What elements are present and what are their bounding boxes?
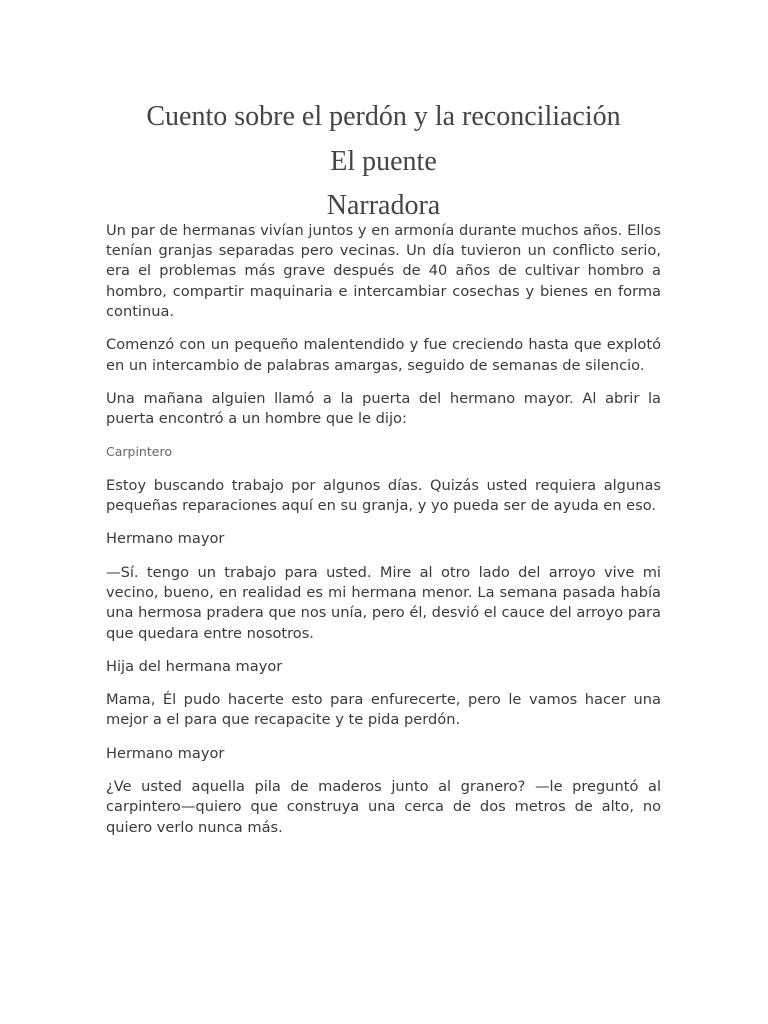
paragraph: Comenzó con un pequeño malentendido y fue creciendo hasta que explotó en un intercambio de palabras amargas, seguido de semanas de silencio.: [106, 336, 661, 374]
section-heading: Narradora: [326, 190, 441, 222]
paragraph: Un par de hermanas vivían juntos y en armonía durante muchos años. Ellos tenían granjas separadas pero vecinas. Un día tuvieron un conflicto serio, era el problemas más grave después de 40 años de cultivar hombro a hombro, compartir maquinaria e intercambiar cosechas y bienes en forma continua.: [106, 221, 661, 320]
speaker-label: Carpintero: [106, 444, 172, 460]
document-title: Cuento sobre el perdón y la reconciliación: [146, 101, 621, 132]
paragraph: Estoy buscando trabajo por algunos días. Quizás usted requiera algunas pequeñas reparaciones aquí en su granja, y yo pueda ser de ayuda en eso.: [106, 476, 661, 515]
paragraph: ¿Ve usted aquella pila de maderos junto al granero? —le preguntó al carpintero—quiero que construya una cerca de dos metros de alto, no quiero verlo nunca más.: [106, 778, 661, 836]
paragraph: —Sí. tengo un trabajo para usted. Mire al otro lado del arroyo vive mi vecino, bueno, en realidad es mi hermana menor. La semana pasada había una hermosa pradera que nos unía, pero él, desvió el cauce del arroyo para que quedara entre nosotros.: [106, 563, 661, 642]
paragraph: Una mañana alguien llamó a la puerta del hermano mayor. Al abrir la puerta encontró a un hombre que le dijo:: [106, 389, 661, 428]
paragraph: Mama, Él pudo hacerte esto para enfurecerte, pero le vamos hacer una mejor a el para que recapacite y te pida perdón.: [106, 691, 661, 729]
speaker-label: Hija del hermana mayor: [106, 657, 283, 675]
document-subtitle: El puente: [330, 145, 437, 177]
document-page: [106, 100, 661, 851]
speaker-label: Hermano mayor: [106, 744, 225, 762]
speaker-label: Hermano mayor: [106, 530, 225, 548]
